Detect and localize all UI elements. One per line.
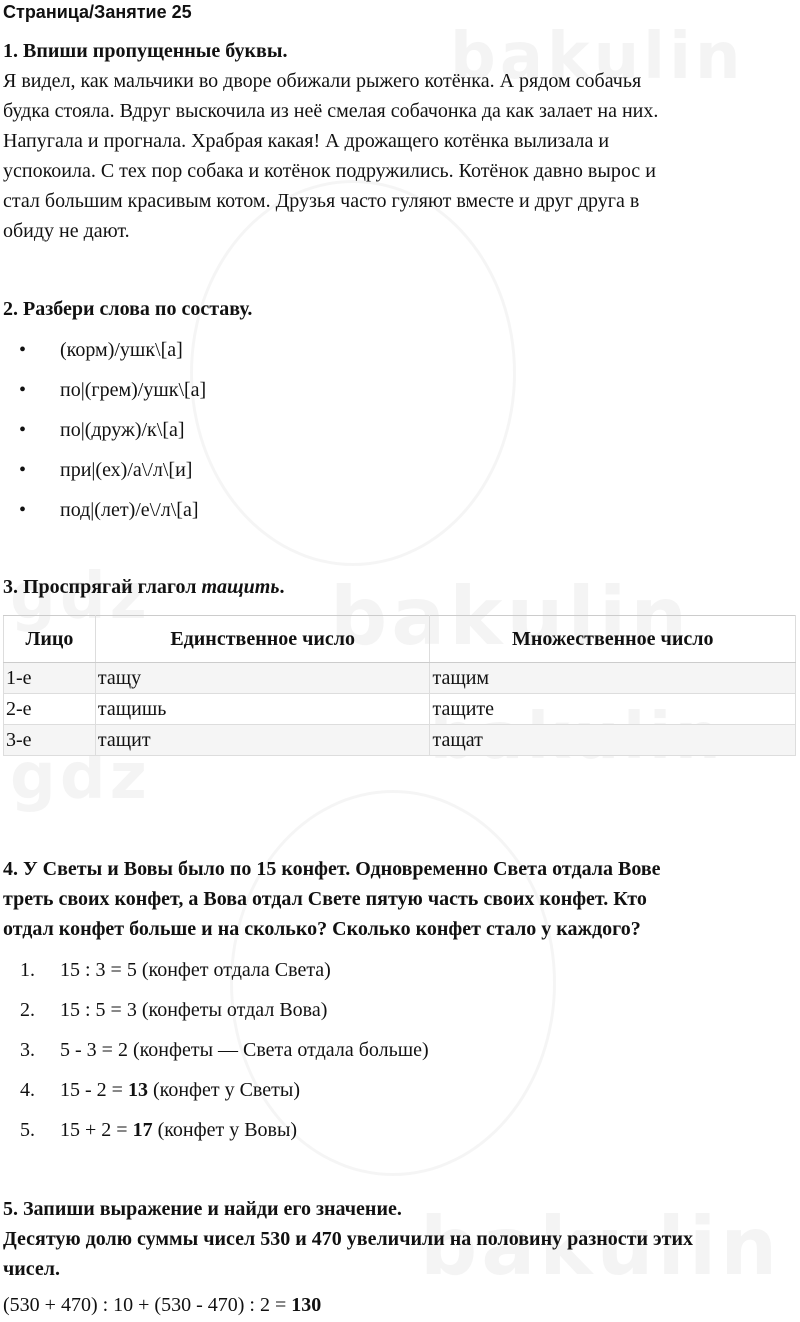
task2-list [3,330,206,530]
list-item [3,1030,429,1070]
list-item: • по|(грем)/ушк\[а] [3,370,206,410]
step-text: 15 - 2 = [60,1079,128,1101]
step-result: 13 [127,1079,148,1101]
table-cell: тащим [430,663,796,694]
task1-line: успокоила. С тех пор собака и котёнок подружились. Котёнок давно вырос и [3,160,656,182]
step-text: 5 - 3 = 2 (конфеты — Света отдала больше) [60,1039,429,1061]
list-item [3,990,429,1030]
task1-title: 1. Впиши пропущенные буквы. [3,40,288,62]
conjugation-table-wrap [3,615,796,756]
page-header: Страница/Занятие 25 [3,2,192,22]
list-item: • (корм)/ушк\[а] [3,330,206,370]
list-item: • при|(ех)/а\/л\[и] [3,450,206,490]
step-number: 1. [20,959,35,981]
step-number: 2. [20,999,35,1021]
list-item [3,950,429,990]
list-item [3,1110,429,1150]
task1-text [3,66,793,246]
step-number: 3. [20,1039,35,1061]
task4-solution [3,950,429,1150]
task5-title-line: Десятую долю суммы чисел 530 и 470 увеличили на половину разности этих [3,1228,693,1250]
column-header: Множественное число [430,616,796,663]
task5-title [3,1194,693,1284]
table-header-row [4,616,796,663]
table-cell: 3-е [4,725,96,756]
list-item [3,1070,429,1110]
task1-line: обиду не дают. [3,220,130,242]
task5-expression [3,1290,321,1320]
task2-title: 2. Разбери слова по составу. [3,298,253,320]
step-result: 17 [132,1119,153,1141]
task4-title-line: треть своих конфет, а Вова отдал Свете пятую часть своих конфет. Кто [3,888,647,910]
step-number: 4. [20,1079,35,1101]
table-cell: 2-е [4,694,96,725]
table-cell: тащишь [95,694,430,725]
step-text-tail: (конфет у Вовы) [152,1119,298,1141]
column-header: Лицо [4,616,96,663]
table-cell: тащат [430,725,796,756]
expression-text: (530 + 470) : 10 + (530 - 470) : 2 = [3,1294,292,1316]
task1-line: будка стояла. Вдруг выскочила из неё смелая собачонка да как залает на них. [3,100,659,122]
task5-title-line: чисел. [3,1258,61,1280]
step-text: 15 : 3 = 5 (конфет отдала Света) [60,959,331,981]
column-header: Единственное число [95,616,430,663]
task4-title-line: 4. У Светы и Вовы было по 15 конфет. Одновременно Света отдала Вове [3,858,661,880]
table-row [4,694,796,725]
task1-line: Напугала и прогнала. Храбрая какая! А дрожащего котёнка вылизала и [3,130,610,152]
task5-title-line: 5. Запиши выражение и найди его значение. [3,1198,402,1220]
task1-line: стал большим красивым котом. Друзья часто гуляют вместе и друг друга в [3,190,640,212]
step-text: 15 : 5 = 3 (конфеты отдал Вова) [60,999,328,1021]
table-row [4,725,796,756]
table-row [4,663,796,694]
conjugation-table [3,615,796,756]
table-cell: тащу [95,663,430,694]
table-cell: 1-е [4,663,96,694]
task4-title-line: отдал конфет больше и на сколько? Сколько конфет стало у каждого? [3,918,641,940]
step-number: 5. [20,1119,35,1141]
list-item: • под|(лет)/е\/л\[а] [3,490,206,530]
task3-title-prefix: 3. Проспрягай глагол [3,576,202,598]
task4-title [3,854,661,944]
step-text: 15 + 2 = [60,1119,133,1141]
task3-title-verb: тащить [201,576,280,598]
expression-result: 130 [291,1294,322,1316]
table-cell: тащит [95,725,430,756]
step-text-tail: (конфет у Светы) [147,1079,300,1101]
task3-title [3,572,285,602]
task3-title-suffix: . [279,576,285,598]
table-cell: тащите [430,694,796,725]
task1-line: Я видел, как мальчики во дворе обижали рыжего котёнка. А рядом собачья [3,70,642,92]
list-item: • по|(друж)/к\[а] [3,410,206,450]
